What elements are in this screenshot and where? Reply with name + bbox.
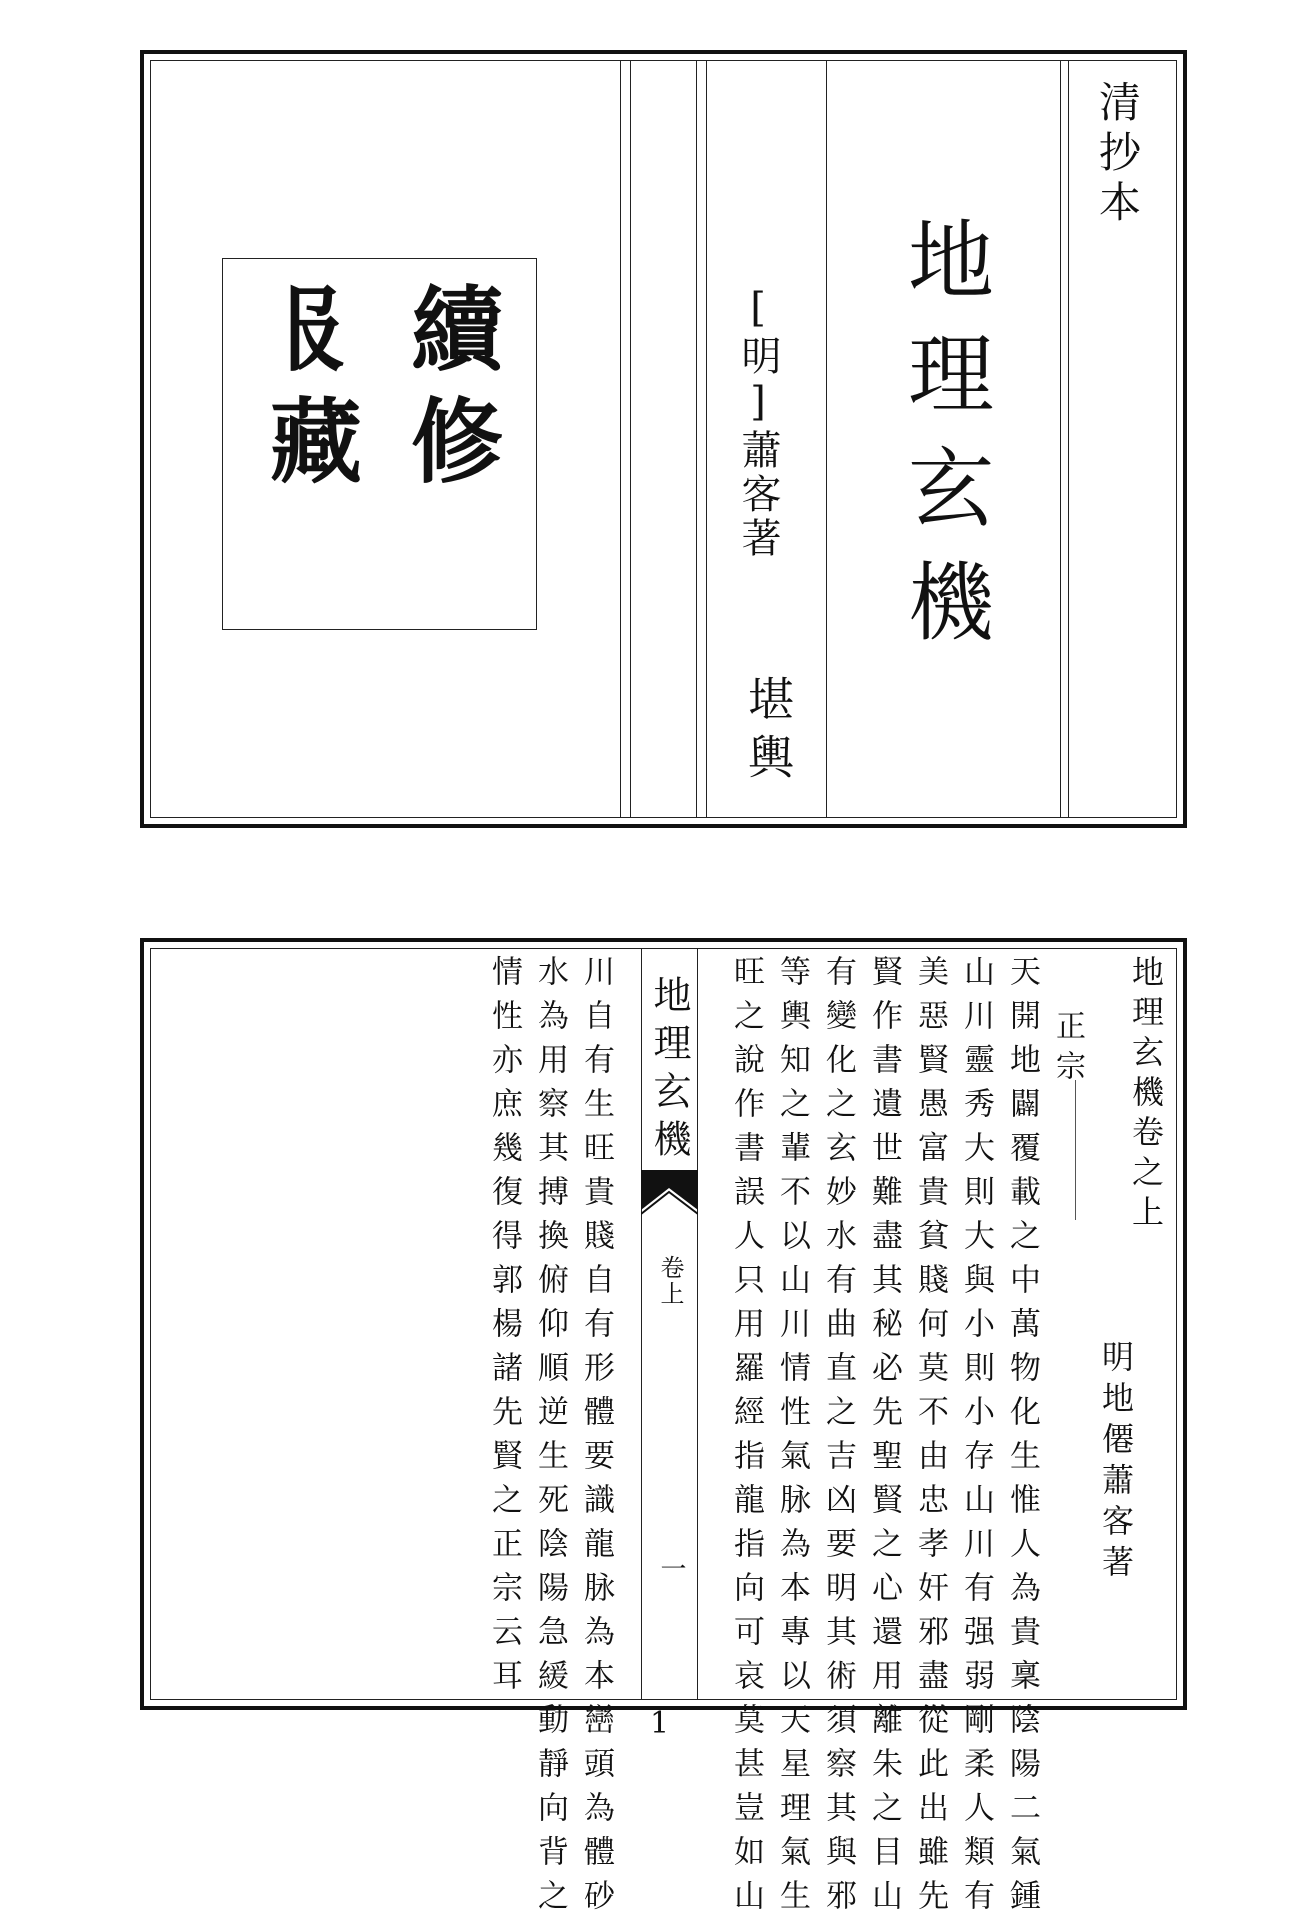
fishtail-mark [641,1170,698,1240]
cover-divider [620,60,621,818]
text-column: 山川靈秀大則大與小則小存山川有强弱剛柔人類有 [958,955,994,1923]
text-column: 天開地闢覆載之中萬物化生惟人為貴稟陰陽二氣鍾 [1004,955,1040,1923]
section-marker-line [1075,1080,1076,1220]
cover-divider [1068,60,1069,818]
text-column: 等輿知之輩不以山川情性氣脉為本專以天星理氣生 [774,955,810,1923]
text-column: 旺之說作書誤人只用羅經指龍指向可哀莫甚豈如山 [728,955,764,1923]
cover-divider [630,60,631,818]
section-title: 正宗 [1050,1010,1085,1090]
text-column: 水為用察其搏換俯仰順逆生死陰陽急緩動靜向背之 [532,955,568,1923]
byline: 明地僊蕭客著 [1097,1340,1135,1586]
fishtail-border [641,948,642,1700]
page-number: 1 [650,1706,670,1741]
text-column: 川自有生旺貴賤自有形體要識龍脉為本巒頭為體砂 [578,955,614,1923]
text-column: 情性亦庶幾復得郭楊諸先賢之正宗云耳 [486,955,522,1703]
text-column: 有變化之玄妙水有曲直之吉凶要明其術須察其與邪 [820,955,856,1923]
cover-divider [1060,60,1061,818]
seal-column-right: 續修 [396,281,504,505]
chapter-heading: 地理玄機卷之上 [1127,955,1165,1235]
text-column: 美惡賢愚富貴貧賤何莫不由忠孝奸邪盡從此出雖先 [912,955,948,1923]
fishtail-border [697,948,698,1700]
edition-label: 清抄本 [1093,80,1142,230]
book-title: 地理玄機 [893,215,993,671]
cover-divider [696,60,697,818]
author-line: [明]蕭客著 [735,285,781,561]
cover-divider [826,60,827,818]
fishtail-volume: 卷上 [656,1255,684,1307]
fishtail-title: 地理玄機 [647,975,691,1167]
fishtail-leaf-number: 一 [656,1555,686,1581]
category-label: 堪輿 [741,675,795,791]
seal-stamp [222,258,537,630]
cover-divider [706,60,707,818]
text-column: 賢作書遺世難盡其秘必先聖賢之心還用離朱之目山 [866,955,902,1923]
seal-column-left: 𠬝藏 [255,281,363,505]
